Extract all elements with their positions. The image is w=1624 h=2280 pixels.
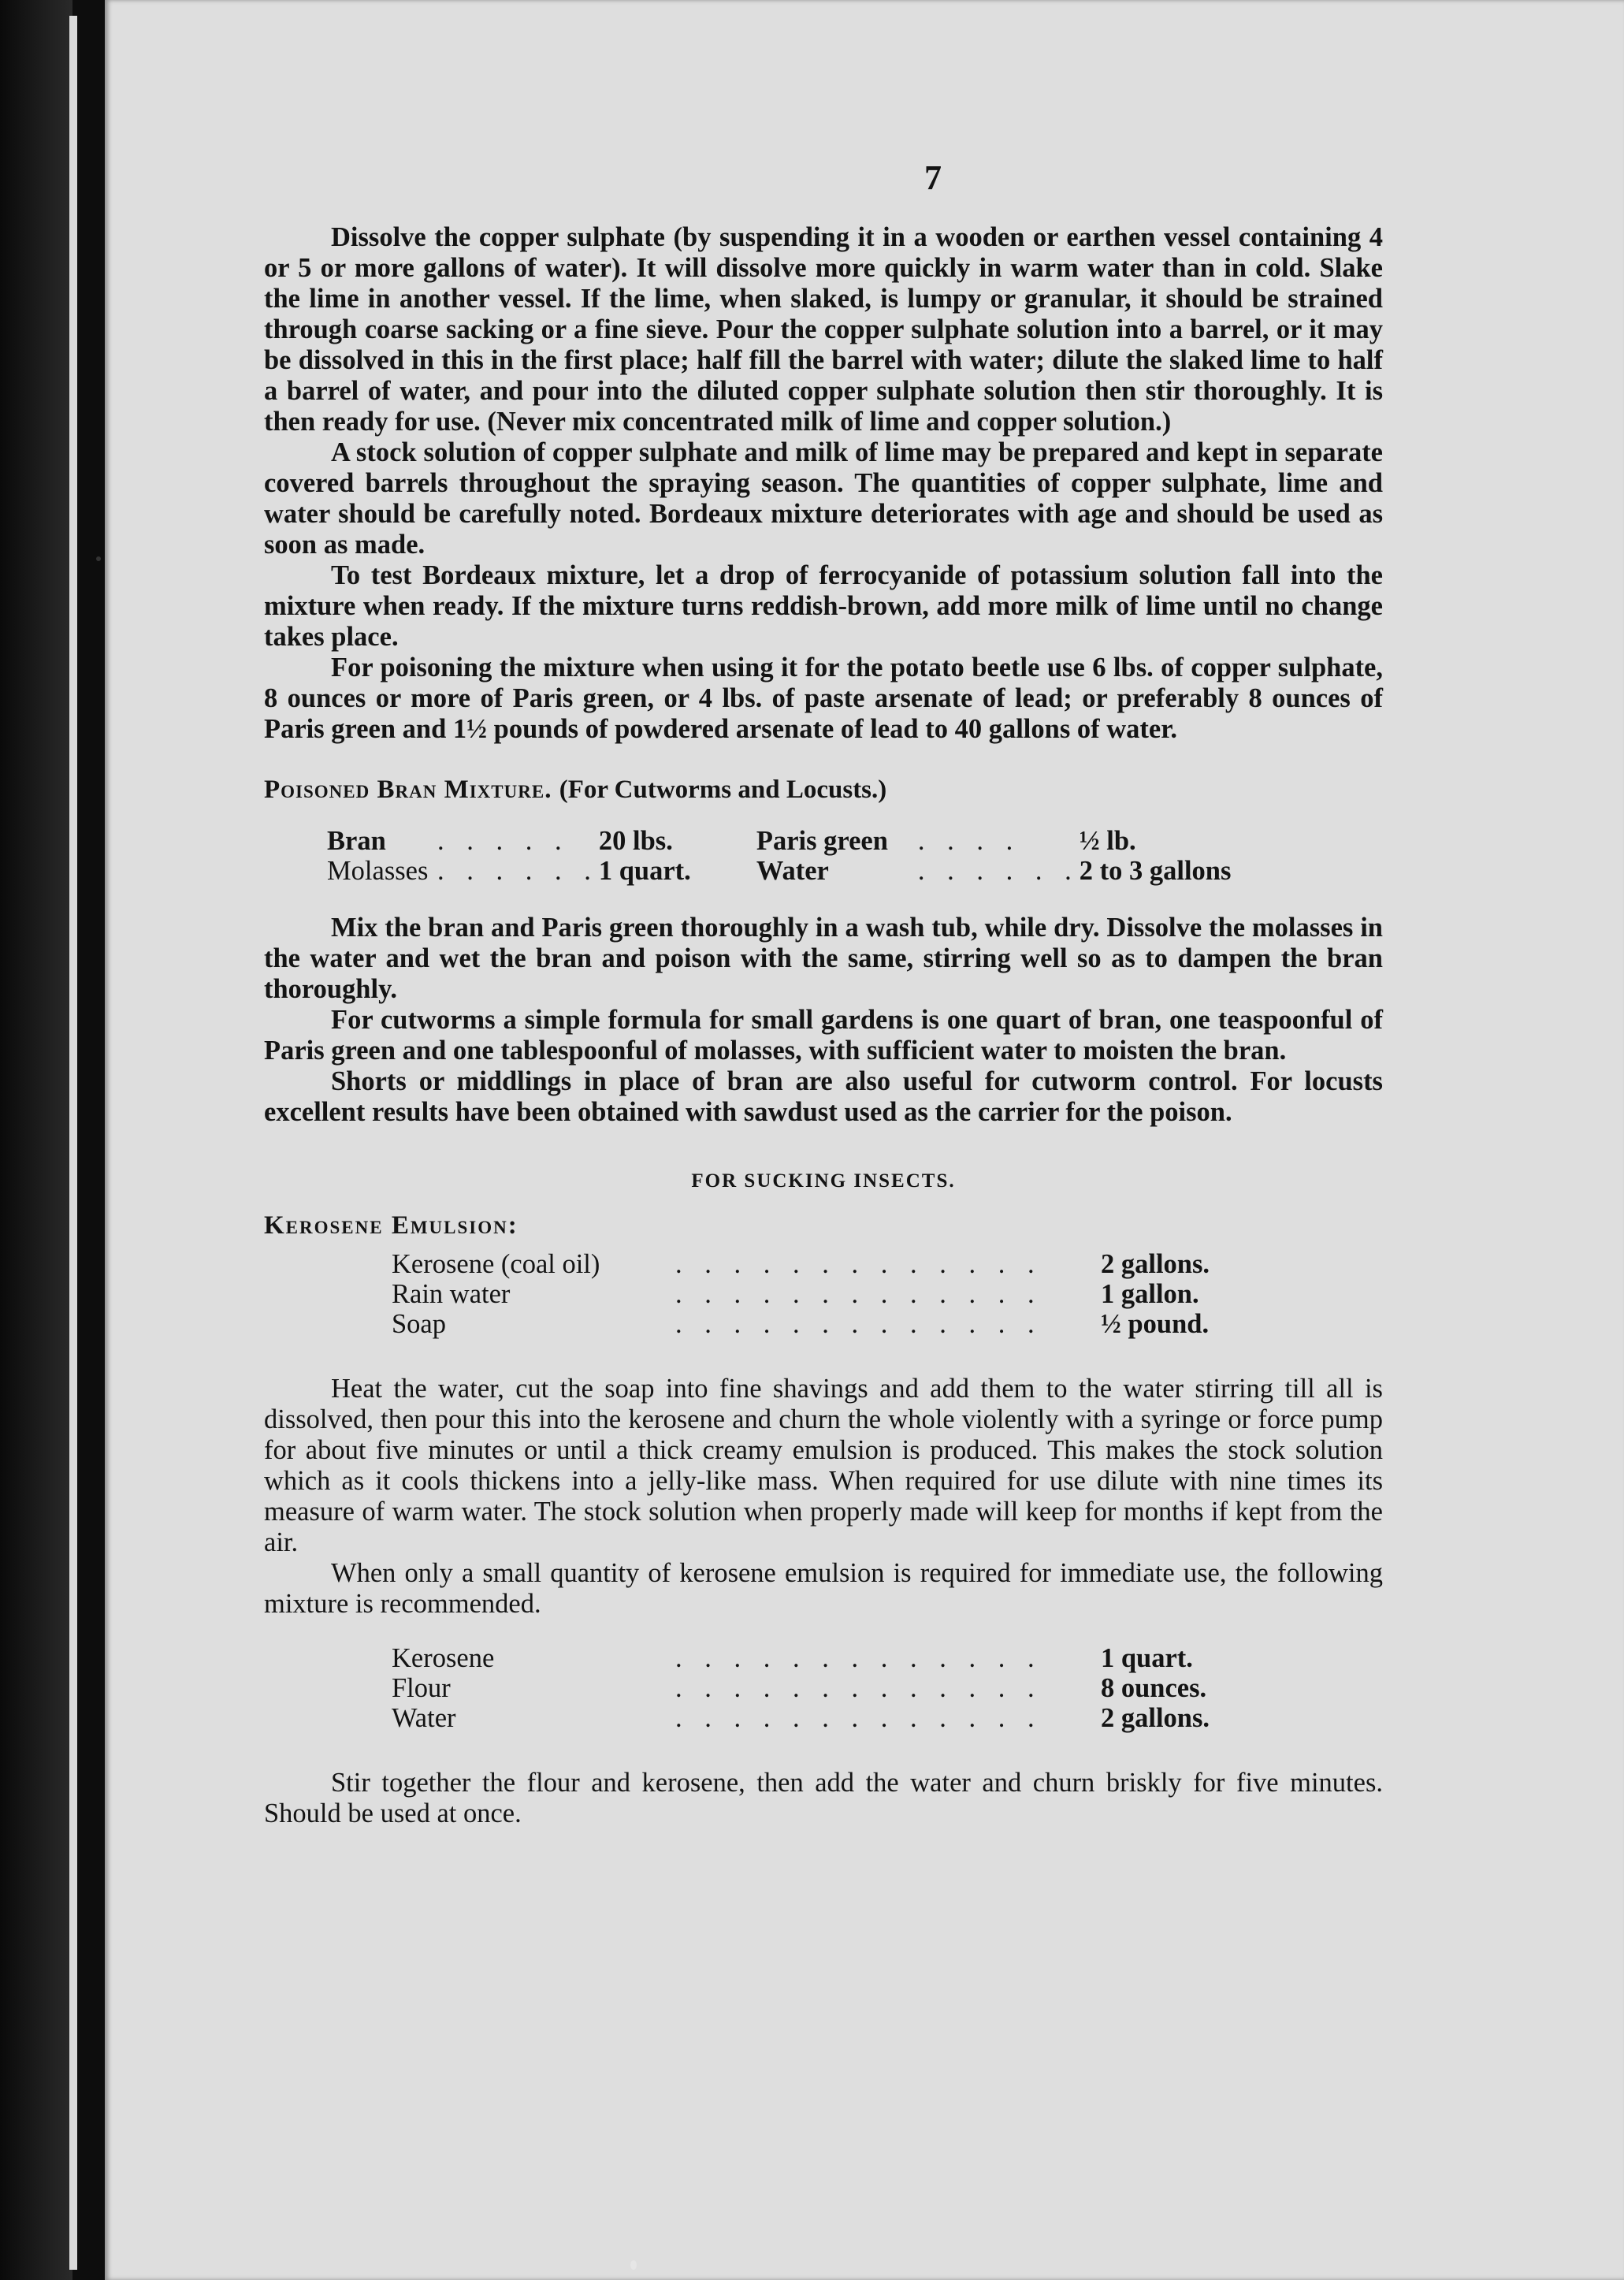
page-spine-strip <box>69 16 77 2270</box>
scan-speck-bottom <box>630 2260 637 2270</box>
leader-dots: . . . . . . <box>437 856 599 886</box>
ingredient-quantity: 8 ounces. <box>1101 1673 1207 1703</box>
ingredient-name: Kerosene <box>392 1643 495 1673</box>
ingredient-quantity: ½ pound. <box>1101 1309 1210 1339</box>
leader-dots: . . . . . . . . . . . . . <box>675 1643 1042 1673</box>
paragraph-stock-solution: A stock solution of copper sulphate and milk of lime may be prepared and kept in separate covered barrels throughout the spraying season. The quantities of copper sulphate, lime and water should be carefully noted. Bordeaux mixture deteriorates with age and should be used as soon as made. <box>264 437 1383 560</box>
paragraph-small-quantity: When only a small quantity of kerosene emulsion is required for immediate use, the following mixture is recommended. <box>264 1558 1383 1619</box>
leader-dots: . . . . . <box>437 826 570 856</box>
leader-dots: . . . . . . <box>917 856 1080 886</box>
paragraph-cutworms: For cutworms a simple formula for small gardens is one quart of bran, one teaspoonful of Paris green and one tablespoonful of molasses, with sufficient water to moisten the bran. <box>264 1005 1383 1066</box>
adjacent-page-edge <box>0 0 72 2280</box>
ingredient-quantity: 2 gallons. <box>1101 1703 1210 1733</box>
emulsion-ingredients-table <box>392 1249 1210 1339</box>
scan-speck <box>96 556 101 561</box>
ingredient-quantity: 1 gallon. <box>1101 1279 1199 1309</box>
bran-recipe-table <box>327 826 1231 886</box>
ingredient-name: Molasses <box>327 856 429 886</box>
table-row <box>327 826 1231 856</box>
ingredient-quantity: 2 gallons. <box>1101 1249 1210 1279</box>
ingredient-name: Kerosene (coal oil) <box>392 1249 600 1279</box>
bran-section-heading <box>264 775 1383 805</box>
leader-dots: . . . . . . . . . . . . . <box>675 1249 1042 1279</box>
ingredient-name: Rain water <box>392 1279 511 1309</box>
leader-dots: . . . . . . . . . . . . . <box>675 1673 1042 1703</box>
ingredient-quantity: 20 lbs. <box>598 826 673 856</box>
ingredient-name: Water <box>756 856 829 886</box>
table-row <box>392 1249 1210 1279</box>
ingredient-quantity: 1 quart. <box>1101 1643 1193 1673</box>
ingredient-name: Water <box>392 1703 456 1733</box>
table-row <box>392 1309 1210 1339</box>
leader-dots: . . . . . . . . . . . . . <box>675 1279 1042 1309</box>
table-row <box>392 1279 1210 1309</box>
ingredient-name: Bran <box>327 826 386 856</box>
paragraph-heat-water: Heat the water, cut the soap into fine shavings and add them to the water stirring till all is dissolved, then pour this into the kerosene and churn the whole violently with a syringe or force pump for about five minutes or until a thick creamy emulsion is produced. This makes the stock solution which as it cools thickens into a jelly-like mass. When required for use dilute with nine times its measure of warm water. The stock solution when properly made will keep for months if kept from the air. <box>264 1374 1383 1557</box>
bran-section-title: Poisoned Bran Mixture. <box>264 775 552 804</box>
paragraph-closing: Stir together the flour and kerosene, then add the water and churn briskly for five minutes. Should be used at once. <box>264 1768 1383 1828</box>
ingredient-name: Flour <box>392 1673 451 1703</box>
sucking-insects-heading: FOR SUCKING INSECTS. <box>691 1170 956 1192</box>
paragraph-poisoning: For poisoning the mixture when using it for the potato beetle use 6 lbs. of copper sulphate, 8 ounces or more of Paris green, or 4 lbs. of paste arsenate of lead; or preferably 8 ounces of Paris green and 1½ pounds of powdered arsenate of lead to 40 gallons of water. <box>264 653 1383 744</box>
paragraph-dissolve: Dissolve the copper sulphate (by suspending it in a wooden or earthen vessel containing 4 or 5 or more gallons of water). It will dissolve more quickly in warm water than in cold. Slake the lime in another vessel. If the lime, when slaked, is lumpy or granular, it should be strained through coarse sacking or a fine sieve. Pour the copper sulphate solution into a barrel, or it may be dissolved in this in the first place; half fill the barrel with water; dilute the slaked lime to half a barrel of water, and pour into the diluted copper sulphate solution then stir thoroughly. It is then ready for use. (Never mix concentrated milk of lime and copper solution.) <box>264 222 1383 437</box>
leader-dots: . . . . . . . . . . . . . <box>675 1309 1042 1339</box>
table-row <box>392 1643 1210 1673</box>
ingredient-quantity: 1 quart. <box>598 856 691 886</box>
paragraph-mix-bran: Mix the bran and Paris green thoroughly in a wash tub, while dry. Dissolve the molasses in the water and wet the bran and poison with the same, stirring well so as to dampen the bran thoroughly. <box>264 913 1383 1004</box>
paragraph-test-bordeaux: To test Bordeaux mixture, let a drop of ferrocyanide of potassium solution fall into the mixture when ready. If the mixture turns reddish-brown, add more milk of lime until no change takes place. <box>264 560 1383 652</box>
table-row <box>327 856 1231 886</box>
table-row <box>392 1673 1210 1703</box>
leader-dots: . . . . <box>917 826 1021 856</box>
small-mixture-table <box>392 1643 1210 1733</box>
ingredient-quantity: 2 to 3 gallons <box>1079 856 1232 886</box>
kerosene-emulsion-heading: Kerosene Emulsion: <box>264 1211 518 1240</box>
page-number: 7 <box>924 158 942 197</box>
ingredient-name: Paris green <box>756 826 888 856</box>
ingredient-name: Soap <box>392 1309 446 1339</box>
paragraph-shorts: Shorts or middlings in place of bran are also useful for cutworm control. For locusts excellent results have been obtained with sawdust used as the carrier for the poison. <box>264 1066 1383 1127</box>
leader-dots: . . . . . . . . . . . . . <box>675 1703 1042 1733</box>
page-body <box>264 222 1383 1829</box>
bran-section-note: (For Cutworms and Locusts.) <box>559 775 887 804</box>
ingredient-quantity: ½ lb. <box>1079 826 1136 856</box>
table-row <box>392 1703 1210 1733</box>
